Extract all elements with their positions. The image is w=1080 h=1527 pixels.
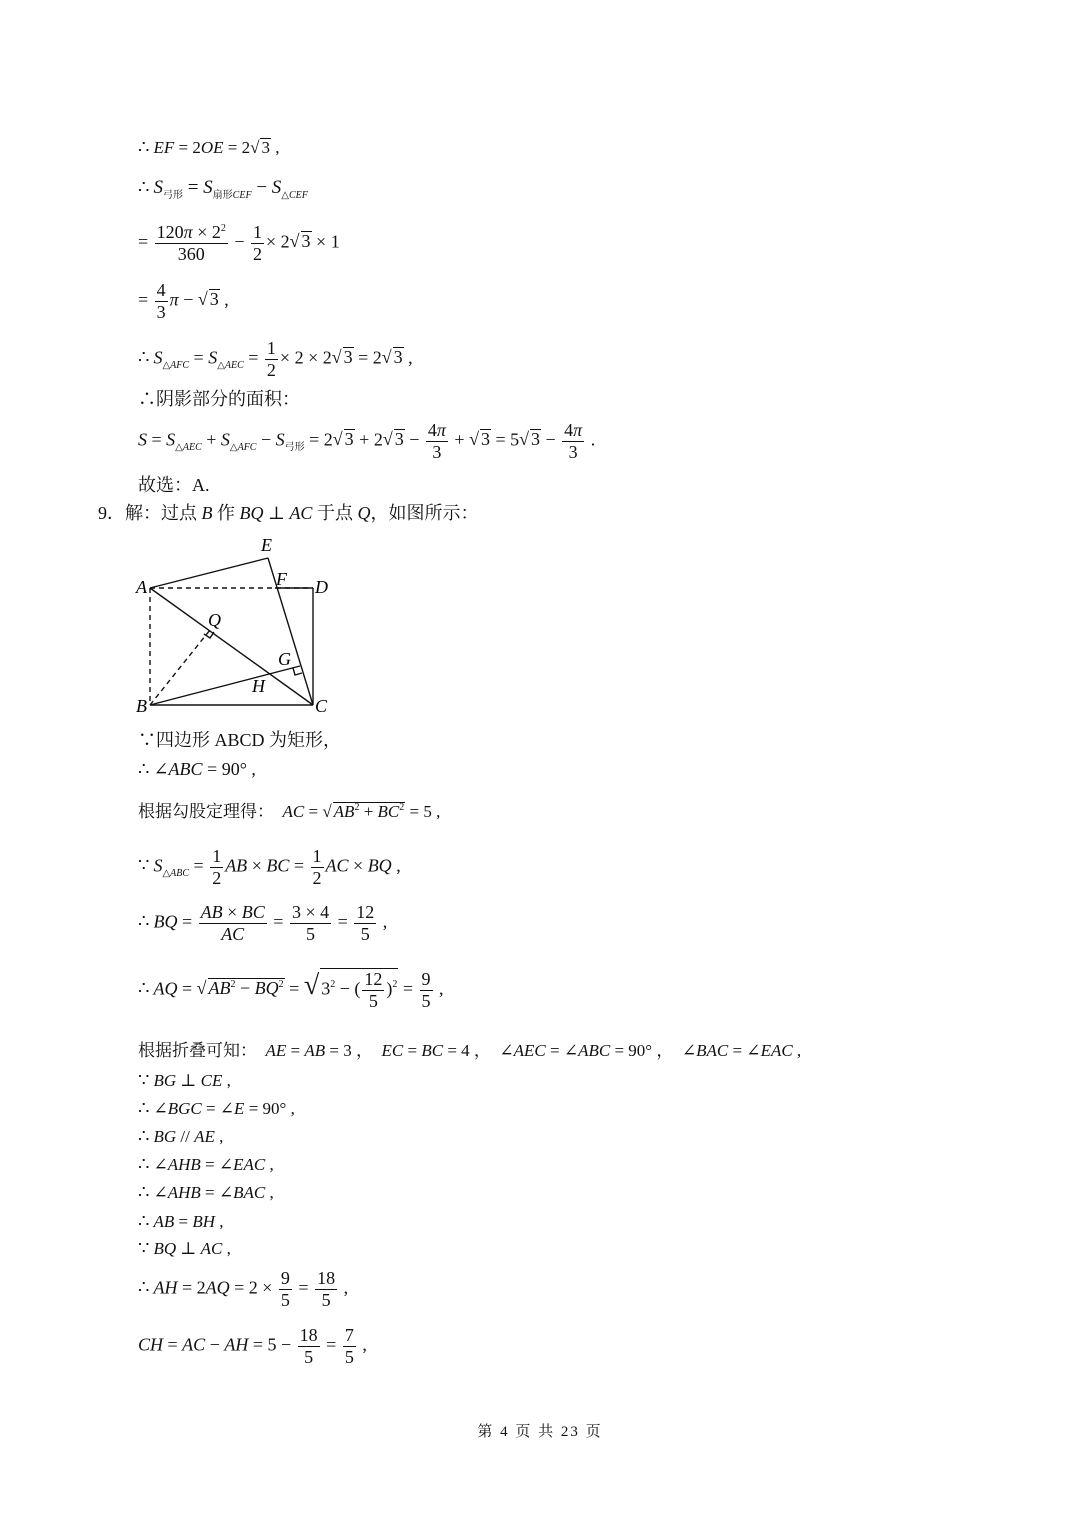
line-sector-result: = $\frac{4}{3}$ π − √ 3 ,	[138, 280, 229, 322]
step-bq: ∴ BQ = $\frac{AB \times BC}{AC}$ = $\frac{3 \times 4}{5}$ = $\frac{12}{5}$ ,	[138, 902, 388, 944]
step-fold: 根据折叠可知： AE = AB = 3 ， EC = BC = 4 ， ∠AEC = ∠ABC = 90° ， ∠BAC = ∠EAC ,	[138, 1041, 802, 1060]
step-angle-ahb-eac: ∴ ∠AHB = ∠EAC ,	[138, 1154, 274, 1174]
step-angle-ahb-bac: ∴ ∠AHB = ∠BAC ,	[138, 1182, 274, 1202]
line-sector-calc: = $\frac{120\pi \times 2^2}{360}$ − $\frac{1}{2}$ × 2√ 3 × 1	[138, 222, 340, 264]
label-e: E	[261, 535, 272, 555]
label-q: Q	[208, 610, 221, 630]
right-angle-g	[293, 668, 302, 675]
step-ah: ∴ AH = 2AQ = 2 × $\frac{9}{5}$ = $\frac{18}{5}$ ,	[138, 1268, 349, 1310]
line-answer: 故选：A.	[138, 475, 210, 495]
line-segment-area: ∴ $S_{弓形} = S_{扇形CEF} - S_{\triangle CEF}$	[138, 177, 308, 201]
step-ab-bh: ∴ AB = BH ,	[138, 1211, 224, 1231]
line-ac	[150, 588, 313, 705]
page-footer: 第 4 页 共 23 页	[477, 1424, 603, 1440]
step-bg-perp-ce: ∵ BG ⊥ CE ,	[138, 1070, 231, 1090]
line-triangle-area: ∴ $S_{\triangle AFC} = S_{\triangle AEC}$ = $\frac{1}{2}$ × 2 × 2√ 3 = 2√ 3 ,	[138, 338, 413, 380]
step-aq: ∴ AQ = √ $AB^2 - BQ^2$ = √ $3^2$ − ( $\frac{12}{5}$ )$^2$ = $\frac{9}{5}$ ,	[138, 969, 444, 1011]
question-9: 9．解：过点 B 作 BQ ⊥ AC 于点 Q，如图所示：	[98, 503, 479, 523]
geometry-figure	[130, 530, 350, 720]
dashed-bq	[150, 630, 210, 705]
line-ef: ∴ EF = 2OE = 2√ 3 ,	[138, 137, 280, 157]
fold-lead: 根据折叠可知：	[138, 1041, 257, 1060]
label-d: D	[315, 577, 328, 597]
pythagoras-lead: 根据勾股定理得：	[138, 802, 274, 821]
label-g: G	[278, 649, 291, 669]
step-angle-bgc: ∴ ∠BGC = ∠E = 90° ,	[138, 1098, 295, 1118]
step-bg-parallel-ae: ∴ BG // AE ,	[138, 1126, 224, 1146]
label-c: C	[315, 696, 328, 716]
step-pythagoras: 根据勾股定理得： AC = √ $AB^2 + BC^2 = 5$ ,	[138, 802, 441, 821]
step-bq-perp-ac: ∵ BQ ⊥ AC ,	[138, 1238, 231, 1258]
line-shaded-result: $S = S_{\triangle AEC} + S_{\triangle AFC} - S_{弓形} = 2√$ 3 + 2√ 3 − $\frac{4\pi}{3}$ + √ 3 = 5√ 3 − $\frac{4\pi}{3}$ .	[138, 420, 596, 462]
step-ch: CH = AC − AH = 5 − $\frac{18}{5}$ = $\frac{7}{5}$ ,	[138, 1325, 367, 1367]
line-ae	[150, 558, 268, 588]
step-angle-abc: ∴ ∠ABC = 90° ,	[138, 759, 256, 779]
therefore-symbol: ∴	[138, 137, 150, 157]
question-number: 9．	[98, 503, 125, 523]
label-a: A	[136, 577, 147, 597]
line-ec	[268, 558, 313, 705]
label-b: B	[136, 696, 147, 716]
line-shaded-label: ∴阴影部分的面积：	[138, 389, 300, 409]
label-h: H	[252, 676, 265, 696]
label-f: F	[276, 569, 287, 589]
step-area-abc: ∵ $S_{\triangle ABC}$ = $\frac{1}{2}$ AB × BC = $\frac{1}{2}$ AC × BQ ,	[138, 846, 401, 888]
line-bg	[150, 666, 300, 705]
step-rectangle: ∵四边形 ABCD 为矩形，	[138, 730, 342, 750]
